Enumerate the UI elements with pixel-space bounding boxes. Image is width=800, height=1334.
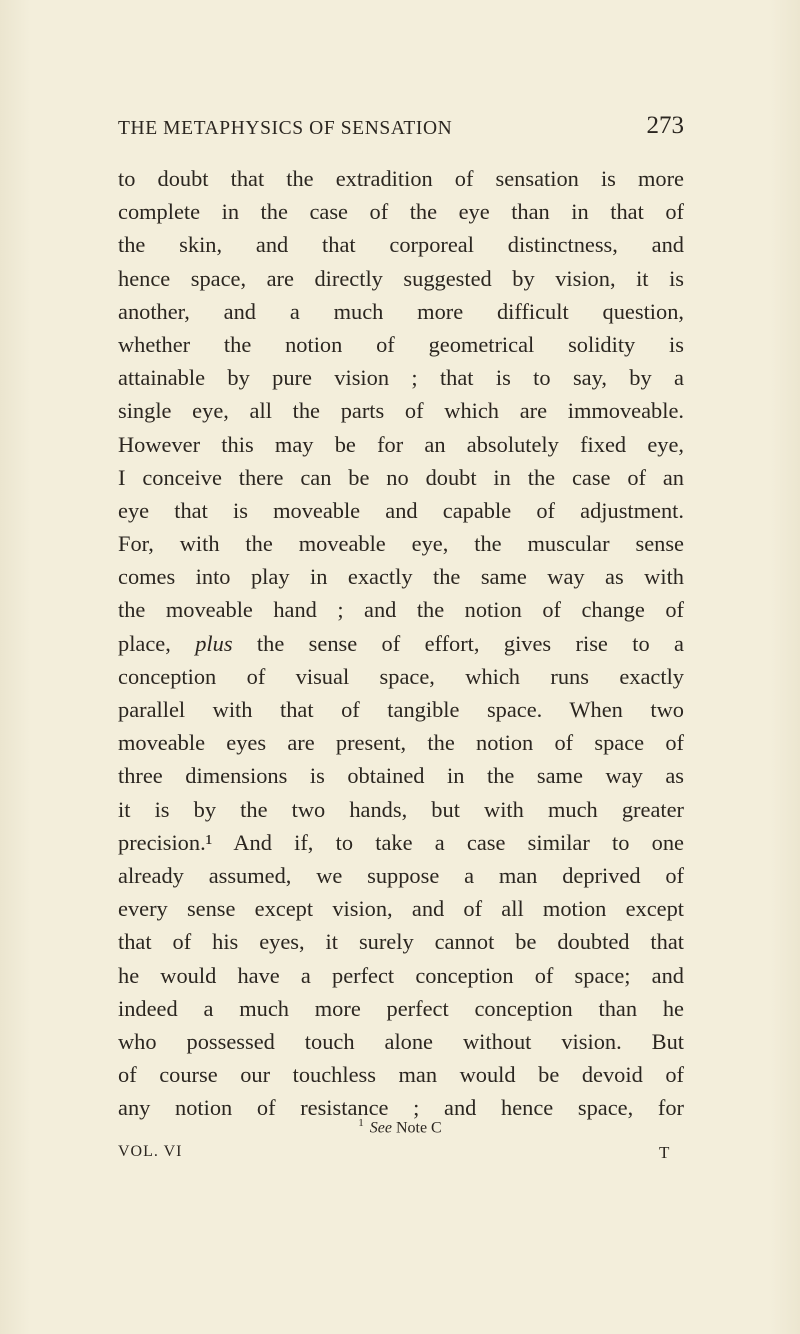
text-line: whether the notion of geometrical solidity is — [118, 331, 684, 357]
signature-letter: T — [659, 1143, 670, 1162]
text-line: parallel with that of tangible space. When two — [118, 697, 684, 722]
text-line: comes into play in exactly the same way as with — [118, 564, 684, 590]
text-line: he would have a perfect conception of space; and — [118, 962, 684, 988]
text-line: moveable eyes are present, the notion of space of — [118, 730, 684, 756]
text-line: the moveable hand ; and the notion of change of — [118, 597, 684, 623]
running-title: THE METAPHYSICS OF SENSATION — [118, 118, 453, 139]
page-header — [118, 112, 684, 146]
text-line: indeed a much more perfect conception than he — [118, 995, 684, 1021]
text-line: complete in the case of the eye than in that of — [118, 199, 684, 225]
text-line: However this may be for an absolutely fixed eye, — [118, 431, 684, 457]
text-line: any notion of resistance ; and hence space, for — [118, 1095, 684, 1121]
text-line: who possessed touch alone without vision. But — [118, 1028, 684, 1054]
text-line: that of his eyes, it surely cannot be doubted that — [118, 929, 684, 955]
volume-signature: VOL. VI — [118, 1143, 183, 1160]
italic-word: plus — [195, 630, 233, 656]
text-line: hence space, are directly suggested by vision, it is — [118, 265, 684, 291]
text-line: of course our touchless man would be devoid of — [118, 1062, 684, 1088]
text-line: single eye, all the parts of which are immoveable. — [118, 398, 684, 424]
text-line: three dimensions is obtained in the same way as — [118, 763, 684, 789]
text-line-italic-plus: place, plus the sense of effort, gives rise to a — [118, 630, 684, 656]
text-line: attainable by pure vision ; that is to say, by a — [118, 365, 684, 391]
footnote — [0, 1117, 800, 1137]
text-line: precision.¹ And if, to take a case similar to one — [118, 829, 684, 855]
footnote-text: Note C — [395, 1119, 442, 1137]
text-line: I conceive there can be no doubt in the case of an — [118, 464, 684, 490]
text-line: already assumed, we suppose a man deprived of — [118, 862, 684, 888]
body-text — [118, 162, 684, 1124]
text-line: conception of visual space, which runs exactly — [118, 663, 684, 689]
text-line: every sense except vision, and of all motion except — [118, 896, 684, 922]
footnote-see: See — [369, 1119, 392, 1137]
text-line: For, with the moveable eye, the muscular sense — [118, 531, 684, 557]
footnote-marker: 1 — [358, 1117, 364, 1129]
text-line: to doubt that the extradition of sensation is more — [118, 166, 684, 191]
page-number: 273 — [646, 112, 684, 139]
text-line: another, and a much more difficult question, — [118, 298, 684, 324]
text-line: the skin, and that corporeal distinctness, and — [118, 232, 684, 258]
text-line: eye that is moveable and capable of adjustment. — [118, 497, 684, 523]
text-line: it is by the two hands, but with much greater — [118, 796, 684, 822]
